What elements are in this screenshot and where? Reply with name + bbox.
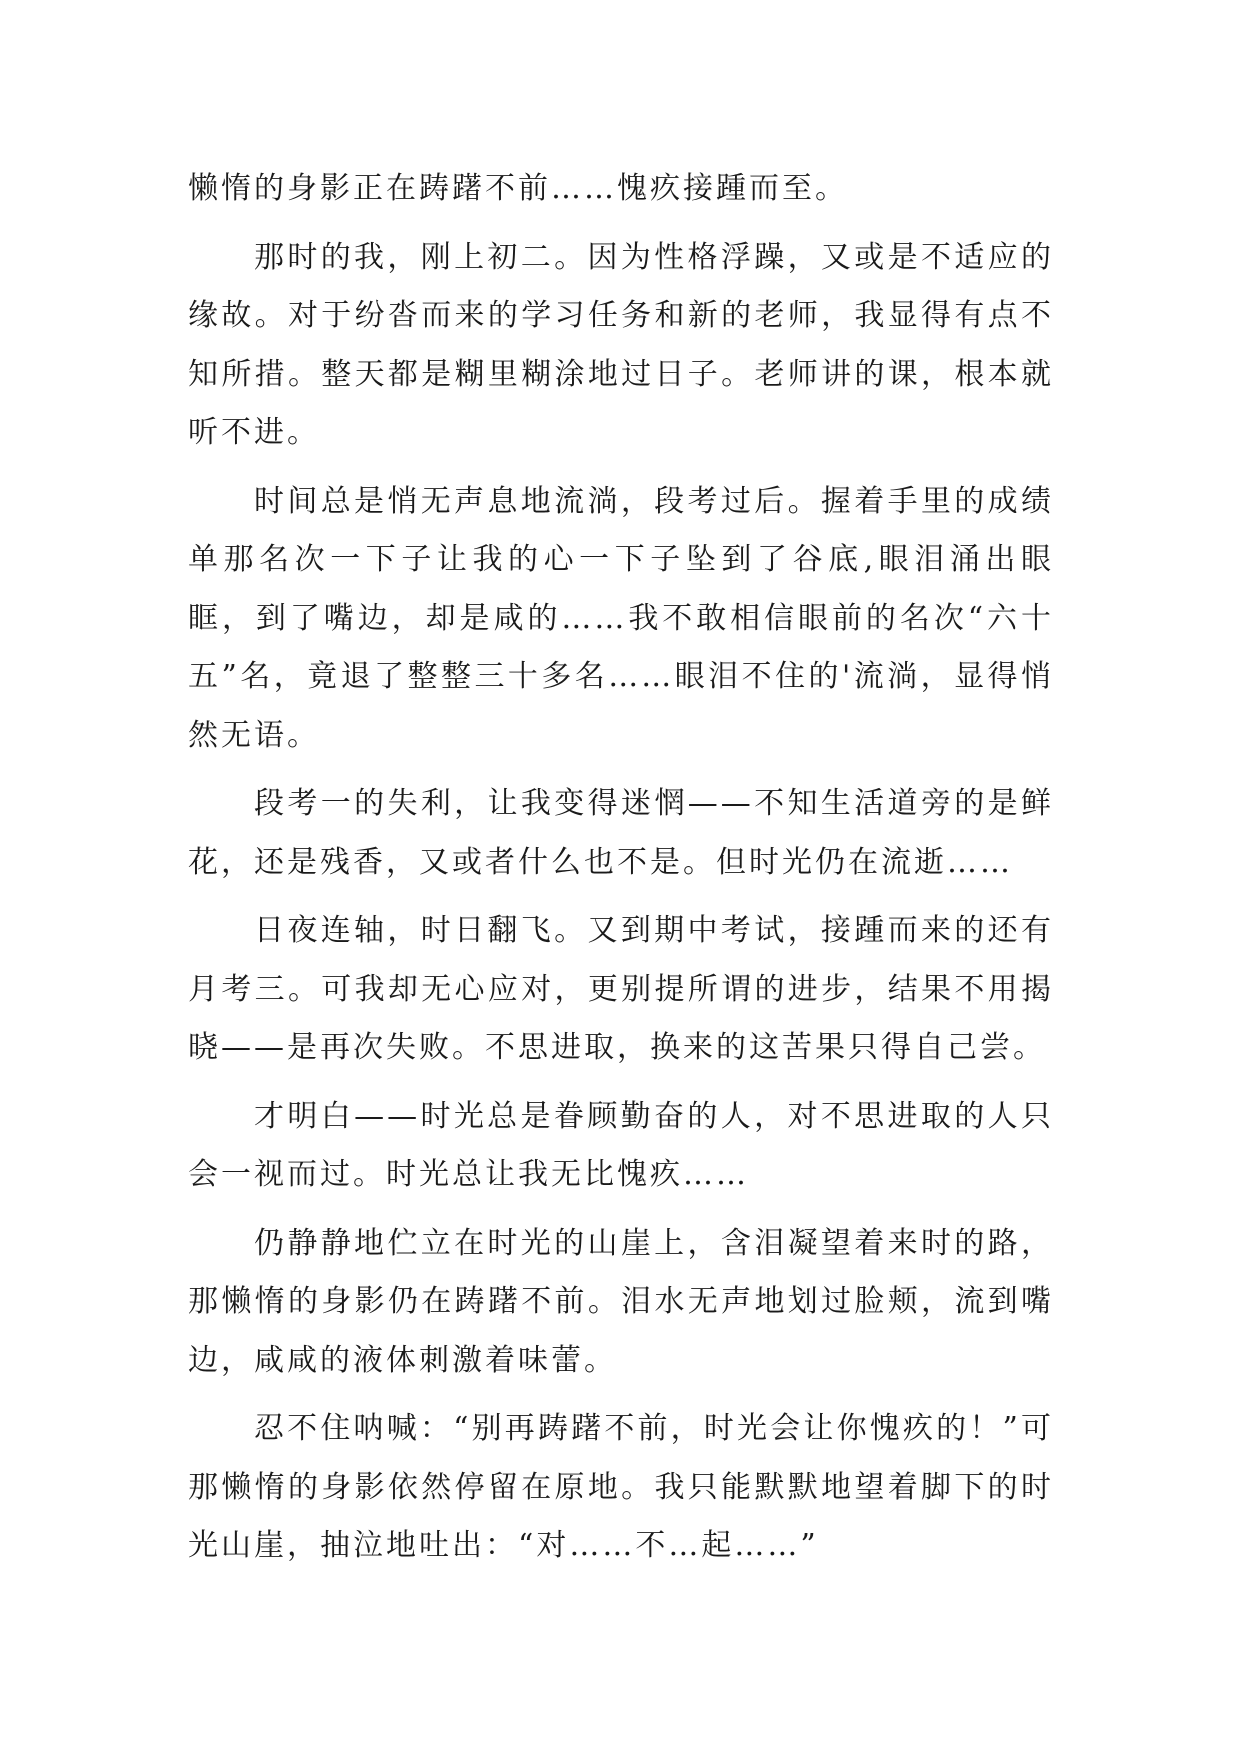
paragraph: 忍不住呐喊：“别再踌躇不前，时光会让你愧疚的！”可那懒惰的身影依然停留在原地。我只能默默地望着脚下的时光山崖，抽泣地吐出：“对……不…起……” xyxy=(188,1411,1054,1563)
paragraph: 懒惰的身影正在踌躇不前……愧疚接踵而至。 xyxy=(188,171,848,206)
paragraph: 日夜连轴，时日翻飞。又到期中考试，接踵而来的还有月考三。可我却无心应对，更别提所谓的进步，结果不用揭晓——是再次失败。不思进取，换来的这苦果只得自己尝。 xyxy=(188,913,1054,1065)
article-body xyxy=(188,160,1054,1586)
paragraph: 仍静静地伫立在时光的山崖上，含泪凝望着来时的路，那懒惰的身影仍在踌躇不前。泪水无声地划过脸颊，流到嘴边，咸咸的液体刺激着味蕾。 xyxy=(188,1225,1054,1378)
paragraph: 那时的我，刚上初二。因为性格浮躁，又或是不适应的缘故。对于纷沓而来的学习任务和新的老师，我显得有点不知所措。整天都是糊里糊涂地过日子。老师讲的课，根本就听不进。 xyxy=(188,239,1054,450)
paragraph: 才明白——时光总是眷顾勤奋的人，对不思进取的人只会一视而过。时光总让我无比愧疚…… xyxy=(188,1098,1054,1192)
paragraph: 段考一的失利，让我变得迷惘——不知生活道旁的是鲜花，还是残香，又或者什么也不是。但时光仍在流逝…… xyxy=(188,786,1054,880)
paragraph: 时间总是悄无声息地流淌，段考过后。握着手里的成绩单那名次一下子让我的心一下子坠到了谷底,眼泪涌出眼眶，到了嘴边，却是咸的……我不敢相信眼前的名次“六十五”名，竟退了整整三十多名……眼泪不住的'流淌，显得悄然无语。 xyxy=(188,483,1054,753)
